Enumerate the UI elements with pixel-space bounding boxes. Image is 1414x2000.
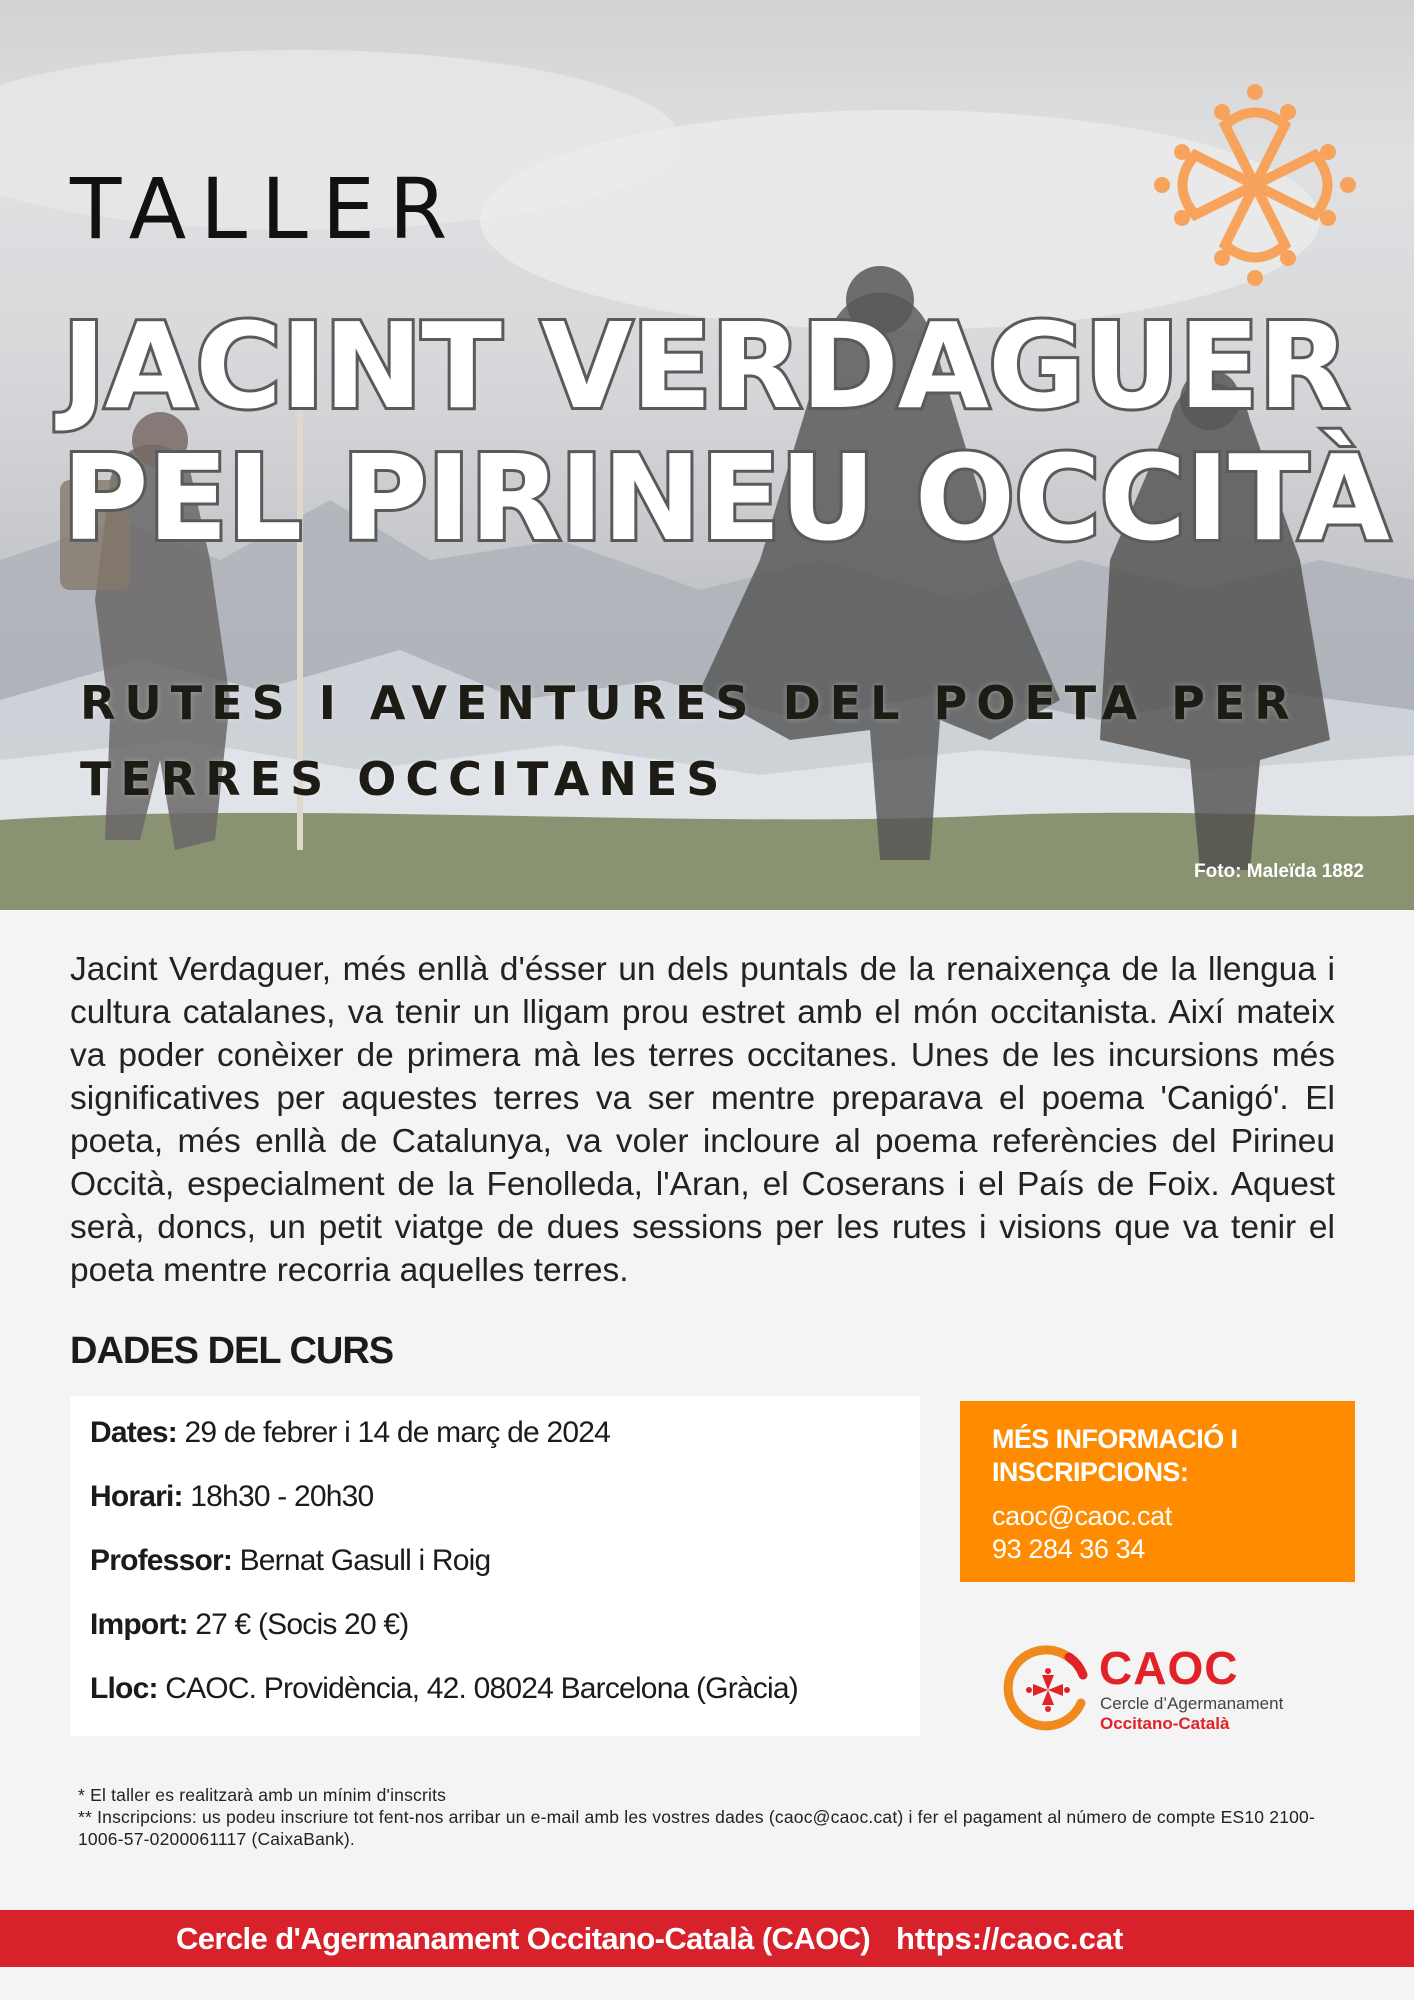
- detail-value: Bernat Gasull i Roig: [232, 1544, 491, 1577]
- logo-subtitle-2: Occitano-Català: [1100, 1714, 1230, 1733]
- page-title: [62, 297, 1389, 567]
- detail-price: [90, 1608, 408, 1642]
- info-title: MÉS INFORMACIÓ I INSCRIPCIONS:: [992, 1424, 1238, 1487]
- subtitle-line-2: TERRES OCCITANES: [80, 752, 729, 806]
- workshop-label: TALLER: [70, 160, 462, 258]
- detail-dates: [90, 1416, 610, 1450]
- detail-value: 27 € (Socis 20 €): [187, 1608, 409, 1641]
- caoc-logo-icon: [1003, 1645, 1093, 1735]
- caoc-logo: [1003, 1642, 1323, 1735]
- subtitle: [80, 665, 1350, 817]
- footer-organization: Cercle d'Agermanament Occitano-Català (CAOC): [176, 1921, 871, 1956]
- detail-key: Lloc:: [90, 1672, 158, 1705]
- info-email-link[interactable]: caoc@caoc.cat: [992, 1501, 1172, 1531]
- title-line-2: PEL PIRINEU OCCITÀ: [62, 429, 1389, 567]
- info-phone[interactable]: 93 284 36 34: [992, 1534, 1145, 1564]
- detail-key: Horari:: [90, 1480, 183, 1513]
- detail-key: Professor:: [90, 1544, 233, 1577]
- logo-subtitle-1: Cercle d’Agermanament: [1100, 1694, 1284, 1713]
- course-section-title: DADES DEL CURS: [70, 1330, 394, 1372]
- detail-teacher: [90, 1544, 490, 1578]
- detail-schedule: [90, 1480, 373, 1514]
- footer-bar: [0, 1910, 1414, 1967]
- detail-value: CAOC. Providència, 42. 08024 Barcelona (Gràcia): [157, 1672, 798, 1705]
- photo-credit: Foto: Maleïda 1882: [1194, 861, 1364, 882]
- occitan-cross-icon: [1130, 70, 1380, 300]
- footnotes: [78, 1784, 1348, 1850]
- detail-key: Import:: [90, 1608, 188, 1641]
- course-details-box: [70, 1396, 920, 1736]
- title-line-1: JACINT VERDAGUER: [62, 297, 1349, 435]
- intro-paragraph: Jacint Verdaguer, més enllà d'ésser un dels puntals de la renaixença de la llengua i cultura catalanes, va tenir un lligam prou estret amb el món occitanista. Així mateix va poder conèixer de primera mà les terres occitanes. Unes de les incursions més significatives per aquestes terres va ser mentre preparava el poema 'Canigó'. El poeta, més enllà de Catalunya, va voler incloure al poema referències del Pirineu Occità, especialment de la Fenolleda, l'Aran, el Coserans i el País de Foix. Aquest serà, doncs, un petit viatge de dues sessions per les rutes i visions que va tenir el poeta mentre recorria aquelles terres.: [70, 951, 1335, 1289]
- subtitle-line-1: RUTES I AVENTURES DEL POETA PER: [80, 676, 1299, 730]
- detail-key: Dates:: [90, 1416, 177, 1449]
- detail-location: [90, 1672, 798, 1706]
- footer-website-link[interactable]: https://caoc.cat: [896, 1921, 1124, 1956]
- detail-value: 29 de febrer i 14 de març de 2024: [176, 1416, 611, 1449]
- footnote-1: * El taller es realitzarà amb un mínim d'inscrits: [78, 1785, 447, 1805]
- detail-value: 18h30 - 20h30: [182, 1480, 374, 1513]
- footnote-2: ** Inscripcions: us podeu inscriure tot fent-nos arribar un e-mail amb les vostres dades (caoc@caoc.cat) i fer el pagament al número de compte ES10 2100-1006-57-0200061117 (CaixaBank).: [78, 1807, 1316, 1849]
- hero-banner: [0, 0, 1414, 910]
- logo-name: CAOC: [1099, 1642, 1239, 1694]
- info-box: [960, 1401, 1355, 1582]
